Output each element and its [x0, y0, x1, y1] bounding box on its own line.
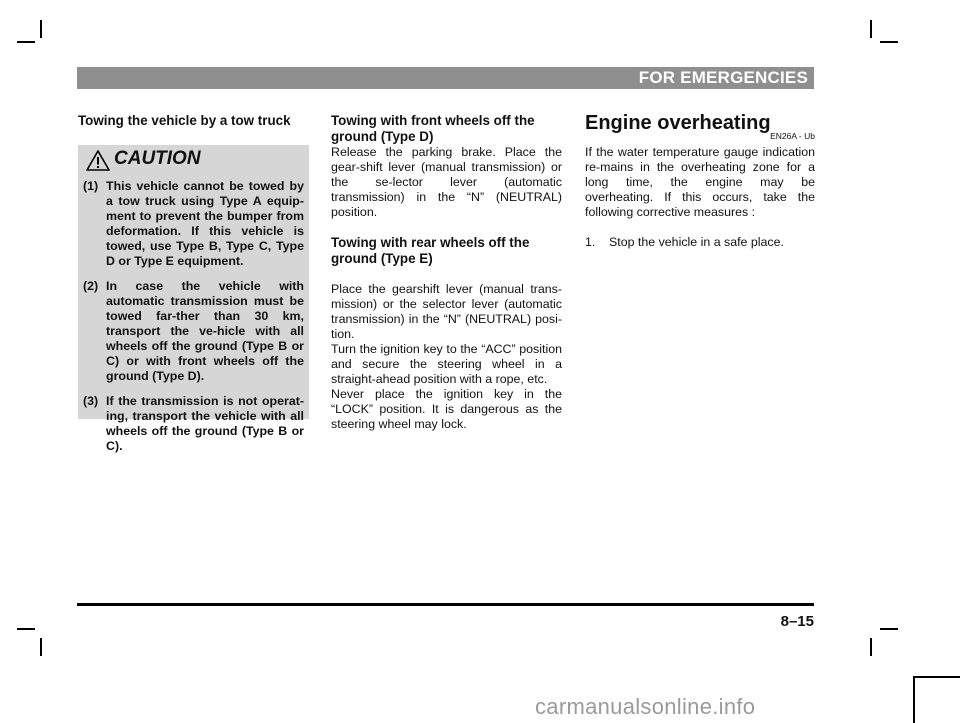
caution-title: CAUTION	[114, 148, 201, 169]
rear-wheels-warning: Never place the ignition key in the “LOCK” position. It is dangerous as the steering wheel may lock.	[331, 387, 562, 431]
crop-mark	[17, 628, 35, 630]
rear-wheels-text: Place the gearshift lever (manual trans-mission) or the selector lever (automatic transmission) in the “N” (NEUTRAL) posi-tion.	[331, 282, 562, 341]
step-number: 1.	[585, 235, 596, 249]
caution-item-text: This vehicle cannot be towed by a tow truck using Type A equip-ment to prevent the bumper from deformation. If this vehicle is towed, use Type B, Type C, Type D or Type E equipment.	[106, 179, 304, 268]
page-number: 8–15	[780, 613, 814, 630]
warning-triangle-icon	[86, 150, 110, 171]
overheating-heading: Engine overheating	[585, 112, 771, 134]
crop-mark	[880, 41, 898, 43]
caution-item-text: If the transmission is not operat-ing, transport the vehicle with all wheels off the ground (Type B or C).	[106, 394, 304, 453]
step-text: Stop the vehicle in a safe place.	[609, 235, 784, 249]
crop-mark	[880, 628, 898, 630]
caution-item	[78, 179, 309, 269]
front-wheels-heading: Towing with front wheels off the ground (Type D)	[331, 113, 535, 144]
footer-rule	[77, 603, 814, 606]
caution-item-number: (2)	[83, 279, 99, 293]
towing-heading: Towing the vehicle by a tow truck	[78, 113, 291, 128]
overheating-intro: If the water temperature gauge indication re-mains in the overheating zone for a long time, the engine may be overheating. If this occurs, take the following corrective measures :	[585, 145, 815, 219]
crop-mark	[870, 20, 872, 38]
crop-mark	[913, 676, 960, 678]
section-code: EN26A - Ub	[770, 131, 815, 141]
caution-item-text: In case the vehicle with automatic transmission must be towed far-ther than 30 km, transport the ve-hicle with all wheels off the ground (Type B or C) or with front wheels off the ground (Type D).	[106, 279, 304, 383]
caution-item	[78, 279, 309, 384]
crop-mark	[870, 638, 872, 656]
overheating-title-row	[585, 112, 815, 141]
right-column	[585, 113, 815, 250]
caution-box	[78, 145, 309, 453]
front-wheels-text: Release the parking brake. Place the gear-shift lever (manual transmission) or the se-lector lever (automatic transmission) in the “N” (NEUTRAL) position.	[331, 145, 562, 219]
crop-mark	[40, 20, 42, 38]
rear-wheels-heading: Towing with rear wheels off the ground (Type E)	[331, 235, 530, 266]
crop-mark	[40, 638, 42, 656]
crop-mark	[17, 41, 35, 43]
caution-item-number: (1)	[83, 179, 99, 193]
caution-item-number: (3)	[83, 394, 99, 408]
section-title: FOR EMERGENCIES	[638, 68, 808, 87]
watermark: carmanualsonline.info	[535, 694, 756, 719]
crop-mark	[913, 676, 915, 723]
section-header-band	[77, 67, 814, 89]
left-column	[78, 113, 308, 129]
step-item	[585, 235, 815, 250]
rear-wheels-text: Turn the ignition key to the “ACC” position and secure the steering wheel in a straight-ahead position with a rope, etc.	[331, 342, 562, 386]
caution-item	[78, 394, 309, 454]
caution-list	[78, 179, 309, 464]
middle-column	[331, 113, 562, 432]
